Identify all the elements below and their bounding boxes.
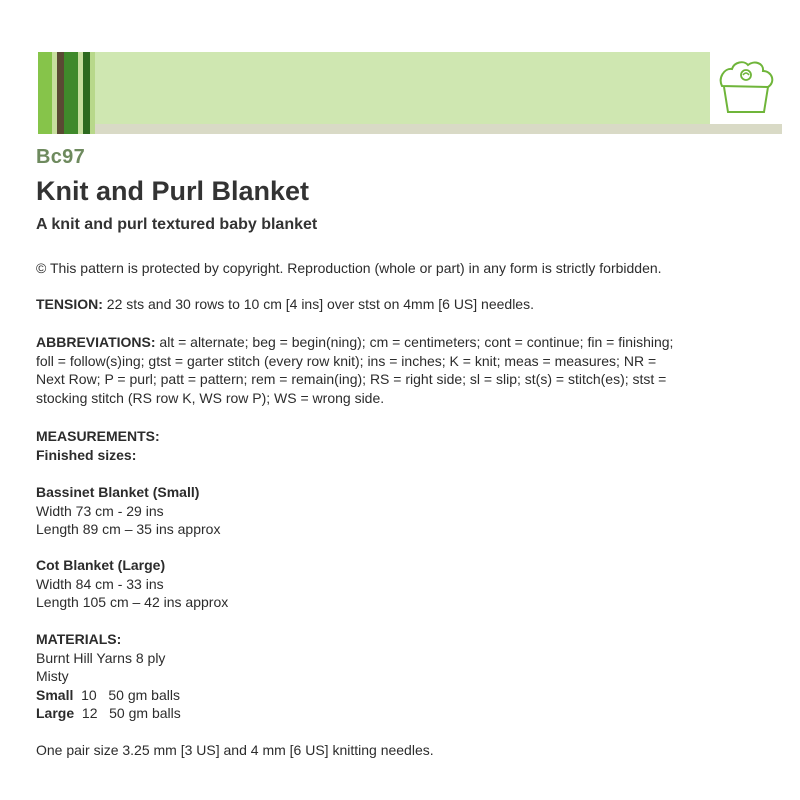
abbreviations-section: [36, 333, 776, 407]
small-size-heading: Bassinet Blanket (Small): [36, 484, 200, 500]
banner-stripe: [57, 52, 64, 134]
banner-stripe: [90, 52, 95, 134]
small-quantity: 10 50 gm balls: [81, 686, 180, 703]
tension-text: 22 sts and 30 rows to 10 cm [4 ins] over stst on 4mm [6 US] needles.: [102, 296, 534, 312]
logo-box: [710, 52, 782, 124]
abbreviations-text: alt = alternate; beg = begin(ning); cm = centimeters; cont = continue; fin = finishing;: [155, 334, 674, 350]
page-subtitle: A knit and purl textured baby blanket: [36, 216, 318, 233]
abbreviations-line: stocking stitch (RS row K, WS row P); WS = wrong side.: [36, 389, 385, 406]
materials-label: MATERIALS:: [36, 631, 122, 647]
abbreviations-label: ABBREVIATIONS:: [36, 334, 156, 350]
pattern-code: Bc97: [36, 146, 86, 168]
banner-stripe: [83, 52, 90, 134]
banner-bottom-strip: [38, 124, 782, 134]
large-length: Length 105 cm – 42 ins approx: [36, 594, 229, 610]
copyright-notice: © This pattern is protected by copyright. Reproduction (whole or part) in any form is strictly forbidden.: [36, 260, 662, 276]
abbreviations-line: Next Row; P = purl; patt = pattern; rem = remain(ing); RS = right side; sl = slip; st(s) = stitch(es); stst =: [36, 371, 667, 387]
measurements-label: MEASUREMENTS:: [36, 428, 160, 444]
large-size-block: [36, 556, 776, 612]
small-width: Width 73 cm - 29 ins: [36, 502, 164, 519]
tension-label: TENSION:: [36, 296, 103, 312]
small-size-block: [36, 483, 776, 539]
large-label: Large: [36, 705, 75, 721]
finished-sizes-label: Finished sizes:: [36, 446, 137, 463]
page-title: Knit and Purl Blanket: [36, 176, 310, 206]
materials-section: [36, 630, 776, 723]
large-quantity-row: [36, 704, 776, 723]
yarn-colour: Misty: [36, 668, 69, 684]
abbreviations-line: [36, 333, 776, 352]
tension-section: [36, 295, 776, 314]
cupcake-icon: [716, 58, 776, 118]
measurements-section: [36, 427, 776, 464]
large-size-heading: Cot Blanket (Large): [36, 557, 166, 573]
yarn-name: Burnt Hill Yarns 8 ply: [36, 649, 166, 666]
small-length: Length 89 cm – 35 ins approx: [36, 521, 221, 537]
small-quantity-row: [36, 686, 776, 705]
large-quantity: 12 50 gm balls: [81, 705, 181, 721]
banner-stripe: [64, 52, 78, 134]
banner-background: [38, 52, 782, 124]
abbreviations-line: foll = follow(s)ing; gtst = garter stitch (every row knit); ins = inches; K = knit; meas = measures; NR =: [36, 352, 657, 369]
banner-stripe: [38, 52, 52, 134]
header-banner: [38, 52, 782, 132]
small-label: Small: [36, 686, 74, 703]
needles-note: One pair size 3.25 mm [3 US] and 4 mm [6 US] knitting needles.: [36, 742, 434, 758]
large-width: Width 84 cm - 33 ins: [36, 575, 164, 592]
